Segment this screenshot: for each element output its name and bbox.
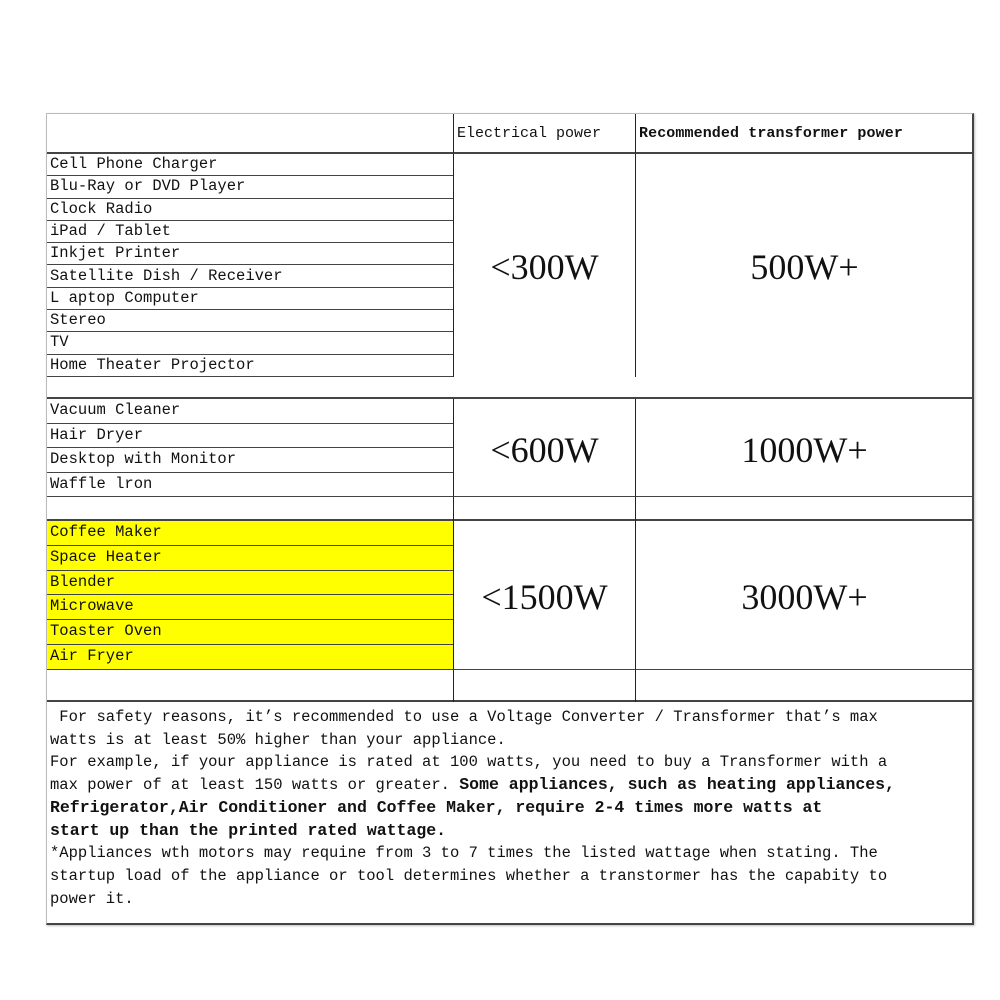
group-low-power-recommended-cell (635, 154, 973, 377)
electrical-power-value: <1500W (481, 577, 608, 617)
spacer-cell (635, 670, 973, 702)
note-bold-text: Refrigerator,Air Conditioner and Coffee Maker, require 2-4 times more watts at (50, 797, 823, 817)
recommended-power-value: 500W+ (750, 247, 859, 287)
appliance-item: Desktop with Monitor (47, 448, 453, 473)
appliance-item: Blender (47, 571, 453, 596)
appliance-item: Hair Dryer (47, 424, 453, 449)
note-line: startup load of the appliance or tool determines whether a transtormer has the capabity to (50, 866, 888, 885)
safety-notes (47, 702, 973, 914)
appliance-item: iPad / Tablet (47, 221, 453, 243)
electrical-power-value: <300W (490, 247, 599, 287)
group-high-power-electrical-cell (453, 521, 635, 670)
header-recommended-power: Recommended transformer power (639, 125, 903, 142)
group-medium-power-recommended-cell (635, 399, 973, 497)
appliance-item: Air Fryer (47, 645, 453, 670)
group-medium-power-electrical-cell (453, 399, 635, 497)
note-line (50, 797, 970, 820)
appliance-item: Satellite Dish / Receiver (47, 266, 453, 288)
group-high-power-recommended-cell (635, 521, 973, 670)
appliance-item: TV (47, 332, 453, 354)
header-cell-recommended-power (635, 114, 973, 154)
header-cell-appliance (47, 114, 453, 154)
appliance-item: Cell Phone Charger (47, 154, 453, 176)
appliance-item: Home Theater Projector (47, 355, 453, 377)
note-bold-text: start up than the printed rated wattage. (50, 820, 447, 840)
recommended-power-value: 1000W+ (741, 430, 868, 470)
appliance-item: L aptop Computer (47, 288, 453, 310)
note-bold-text: Some appliances, such as heating appliances, (459, 775, 895, 795)
electrical-power-value: <600W (490, 430, 599, 470)
appliance-item: Waffle lron (47, 473, 453, 498)
note-line: For example, if your appliance is rated at 100 watts, you need to buy a Transformer with a (50, 753, 888, 772)
power-chart-sheet (46, 113, 974, 925)
header-electrical-power: Electrical power (457, 125, 602, 142)
appliance-item: Space Heater (47, 546, 453, 571)
note-line: watts is at least 50% higher than your appliance. (50, 730, 506, 749)
appliance-item: Blu-Ray or DVD Player (47, 176, 453, 198)
spacer-row (47, 377, 973, 399)
appliance-item: Toaster Oven (47, 620, 453, 645)
spacer-cell (635, 497, 973, 521)
note-line (50, 820, 970, 843)
group-low-power-electrical-cell (453, 154, 635, 377)
note-line: For safety reasons, it’s recommended to use a Voltage Converter / Transformer that’s max (50, 708, 878, 726)
appliance-item: Inkjet Printer (47, 243, 453, 265)
appliance-item: Stereo (47, 310, 453, 332)
note-line: *Appliances wth motors may requine from 3 to 7 times the listed wattage when stating. The (50, 844, 878, 863)
appliance-item: Vacuum Cleaner (47, 399, 453, 424)
header-cell-electrical-power (453, 114, 635, 154)
spacer-cell (453, 670, 635, 702)
note-text: max power of at least 150 watts or greater. (50, 776, 460, 795)
spacer-cell (453, 497, 635, 521)
appliance-item: Coffee Maker (47, 521, 453, 546)
note-line (50, 774, 970, 797)
appliance-item: Microwave (47, 595, 453, 620)
note-line: power it. (50, 889, 134, 908)
appliance-item: Clock Radio (47, 199, 453, 221)
recommended-power-value: 3000W+ (741, 577, 868, 617)
